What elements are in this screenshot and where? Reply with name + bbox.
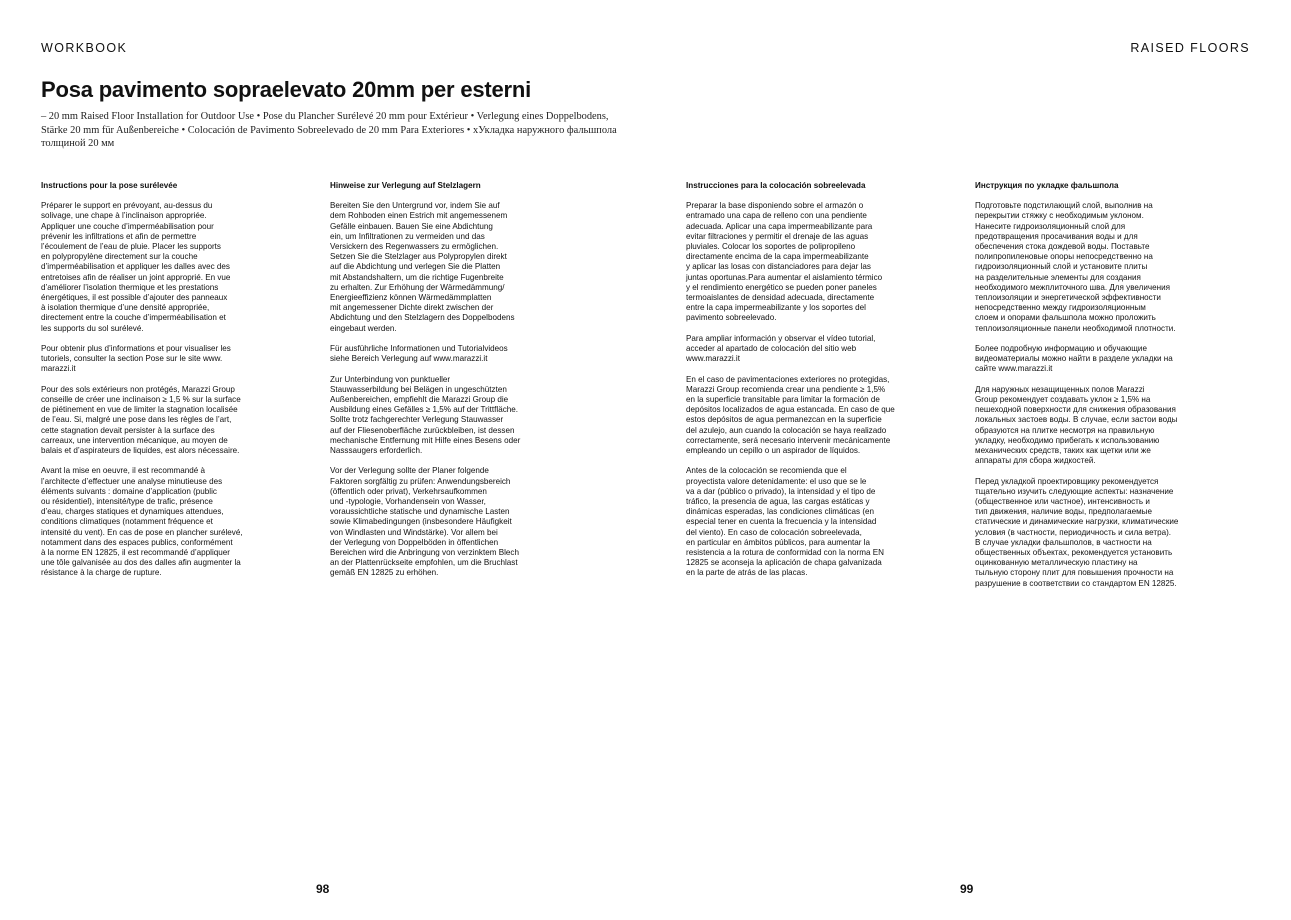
paragraph: Для наружных незащищенных полов Marazzi Group рекомендует создавать уклон ≥ 1,5% на пешеходной поверхности для снижения образования локальных застоев воды. В случае, если застои воды образуются на плитке несмотря на правильную укладку, необходимо прибегать к использованию механических средств, таких как щетки или же аппараты для сбора жидкостей.	[975, 384, 1178, 466]
paragraph: Pour obtenir plus d’informations et pour visualiser les tutoriels, consulter la section Pose sur le site www. marazzi.it	[41, 344, 231, 374]
paragraph: Pour des sols extérieurs non protégés, Marazzi Group conseille de créer une inclinaison ≥ 1,5 % sur la surface de piétinement en vue de limiter la stagnation localisée de l’eau. Si, malgré une pose dans les règles de l’art, cette stagnation devait persister à la surface des carreaux, une intervention mécanique, au moyen de balais et d’aspirateurs de liquides, est alors nécessaire.	[41, 384, 241, 456]
column-heading: Instructions pour la pose surélevée	[41, 181, 178, 190]
paragraph: Vor der Verlegung sollte der Planer folgende Faktoren sorgfältig zu prüfen: Anwendungsbereich (öffentlich oder privat), Verkehrsaufkommen und -typologie, Vorhandensein von Wasser, voraussichtliche statische und dynamische Lasten sowie Klimabedingungen (insbesondere Häufigkeit von Windlasten und Windstärke). Vor allem bei der Verlegung von Doppelböden in öffentlichen Bereichen wird die Anbringung von verzinktem Blech an der Plattenrückseite empfohlen, um die Bruchlast gemäß EN 12825 zu erhöhen.	[330, 466, 519, 578]
column-german	[330, 181, 566, 589]
column-heading: Instrucciones para la colocación sobreelevada	[686, 181, 866, 190]
paragraph: Более подробную информацию и обучающие видеоматериалы можно найти в разделе укладки на сайте www.marazzi.it	[975, 344, 1173, 374]
paragraph: Zur Unterbindung von punktueller Stauwasserbildung bei Belägen in ungeschützten Außenbereichen, empfiehlt die Marazzi Group die Ausbildung eines Gefälles ≥ 1,5% auf der Trittfläche. Sollte trotz fachgerechter Verlegung Stauwasser auf der Fliesenoberfläche zurückbleiben, ist dessen mechanische Entfernung mit Hilfe eines Besens oder Nasssaugers erforderlich.	[330, 374, 521, 456]
header-workbook: WORKBOOK	[41, 41, 128, 55]
column-spanish	[686, 181, 922, 589]
header-raised-floors: RAISED FLOORS	[1130, 41, 1250, 55]
page-title: Posa pavimento sopraelevato 20mm per esterni	[41, 77, 532, 102]
column-heading: Hinweise zur Verlegung auf Stelzlagern	[330, 181, 481, 190]
paragraph: Подготовьте подстилающий слой, выполнив на перекрытии стяжку с необходимым уклоном. Нанесите гидроизоляционный слой для предотвращения просачивания воды и для обеспечения стока дождевой воды. Поставьте полипропиленовые опоры непосредственно на гидроизоляционный слой и установите плиты на разделительные элементы для создания необходимого межплиточного шва. Для увеличения теплоизоляции и энергетической эффективности непосредственно между гидроизоляционным слоем и опорами фальшпола можно проложить теплоизоляционные панели необходимой плотности.	[975, 201, 1176, 333]
paragraph: Avant la mise en oeuvre, il est recommandé à l’architecte d’effectuer une analyse minutieuse des éléments suivants : domaine d’application (public ou résidentiel), intensité/type de trafic, présence d’eau, charges statiques et dynamiques attendues, conditions climatiques (notamment fréquence et intensité du vent). En cas de pose en plancher surélevé, notamment dans des espaces publics, conformément à la norme EN 12825, il est recommandé d’appliquer une tôle galvanisée au dos des dalles afin augmenter la résistance à la charge de rupture.	[41, 466, 243, 578]
page-number-left: 98	[316, 882, 330, 896]
paragraph: Перед укладкой проектировщику рекомендуется тщательно изучить следующие аспекты: назначение (общественное или частное), интенсивность и тип движения, наличие воды, предполагаемые статические и динамические нагрузки, климатические условия (в частности, периодичность и сила ветра). В случае укладки фальшполов, в частности на общественных объектах, рекомендуется установить оцинкованную металлическую пластину на тыльную сторону плит для повышения прочности на разрушение в соответствии со стандартом EN 12825.	[975, 476, 1179, 588]
column-heading: Инструкция по укладке фальшпола	[975, 181, 1119, 190]
page-subtitle: – 20 mm Raised Floor Installation for Outdoor Use • Pose du Plancher Surélevé 20 mm pour Extérieur • Verlegung eines Doppelbodens, Stärke 20 mm für Außenbereiche • Colocación de Pavimento Sobreelevado de 20 mm Para Exteriores • хУкладка наружного фальшпола толщиной 20 мм	[41, 111, 617, 150]
paragraph: Preparar la base disponiendo sobre el armazón o entramado una capa de relleno con una pendiente adecuada. Aplicar una capa impermeabilizante para evitar filtraciones y permitir el drenaje de las aguas pluviales. Colocar los soportes de polipropileno directamente encima de la capa impermeabilizante y aplicar las losas con distanciadores para dejar las juntas oportunas.Para aumentar el aislamiento térmico y el rendimiento energético se pueden poner paneles termoaislantes de densidad adecuada, directamente entre la capa impermeabilizante y los soportes del pavimento sobreelevado.	[686, 201, 883, 323]
paragraph: Bereiten Sie den Untergrund vor, indem Sie auf dem Rohboden einen Estrich mit angemessenem Gefälle einbauen. Bauen Sie eine Abdichtung ein, um Infiltrationen zu vermeiden und das Versickern des Regenwassers zu ermöglichen. Setzen Sie die Stelzlager aus Polypropylen direkt auf die Abdichtung und verlegen Sie die Platten mit Abstandshaltern, um die richtige Fugenbreite zu erhalten. Zur Erhöhung der Wärmedämmung/ Energieeffizienz können Wärmedämmplatten mit angemessener Dichte direkt zwischen der Abdichtung und den Stelzlagern des Doppelbodens eingebaut werden.	[330, 201, 515, 333]
column-russian	[975, 181, 1211, 599]
paragraph: Para ampliar información y observar el vídeo tutorial, acceder al apartado de colocación del sitio web www.marazzi.it	[686, 333, 876, 364]
paragraph: Für ausführliche Informationen und Tutorialvideos siehe Bereich Verlegung auf www.marazzi.it	[330, 344, 508, 364]
page-number-right: 99	[960, 882, 974, 896]
paragraph: Préparer le support en prévoyant, au-dessus du solivage, une chape à l’inclinaison appropriée. Appliquer une couche d’imperméabilisation pour prévenir les infiltrations et afin de permettre l’écoulement de l’eau de pluie. Placer les supports en polypropylène directement sur la couche d’imperméabilisation et appliquer les dalles avec des entretoises afin de réaliser un joint approprié. En vue d’améliorer l’isolation thermique et les prestations énergétiques, il est possible d’ajouter des panneaux à isolation thermique d’une densité appropriée, directement entre la couche d’imperméabilisation et les supports du sol surélevé.	[41, 201, 231, 333]
paragraph: Antes de la colocación se recomienda que el proyectista valore detenidamente: el uso que se le va a dar (público o privado), la intensidad y el tipo de tráfico, la presencia de agua, las cargas estáticas y dinámicas esperadas, las condiciones climáticas (en especial tener en cuenta la frecuencia y la intensidad del viento). En caso de colocación sobreelevada, en particular en ámbitos públicos, para aumentar la resistencia a la rotura de conformidad con la norma EN 12825 se aconseja la aplicación de chapa galvanizada en la parte de atrás de las placas.	[686, 466, 884, 578]
paragraph: En el caso de pavimentaciones exteriores no protegidas, Marazzi Group recomienda crear una pendiente ≥ 1,5% en la superficie transitable para limitar la formación de depósitos localizados de agua estancada. En caso de que estos depósitos de agua permanezcan en la superficie del azulejo, aun cuando la colocación se haya realizado correctamente, será necesario intervenir mecánicamente empleando un cepillo o un aspirador de líquidos.	[686, 374, 895, 456]
column-french	[41, 181, 273, 589]
